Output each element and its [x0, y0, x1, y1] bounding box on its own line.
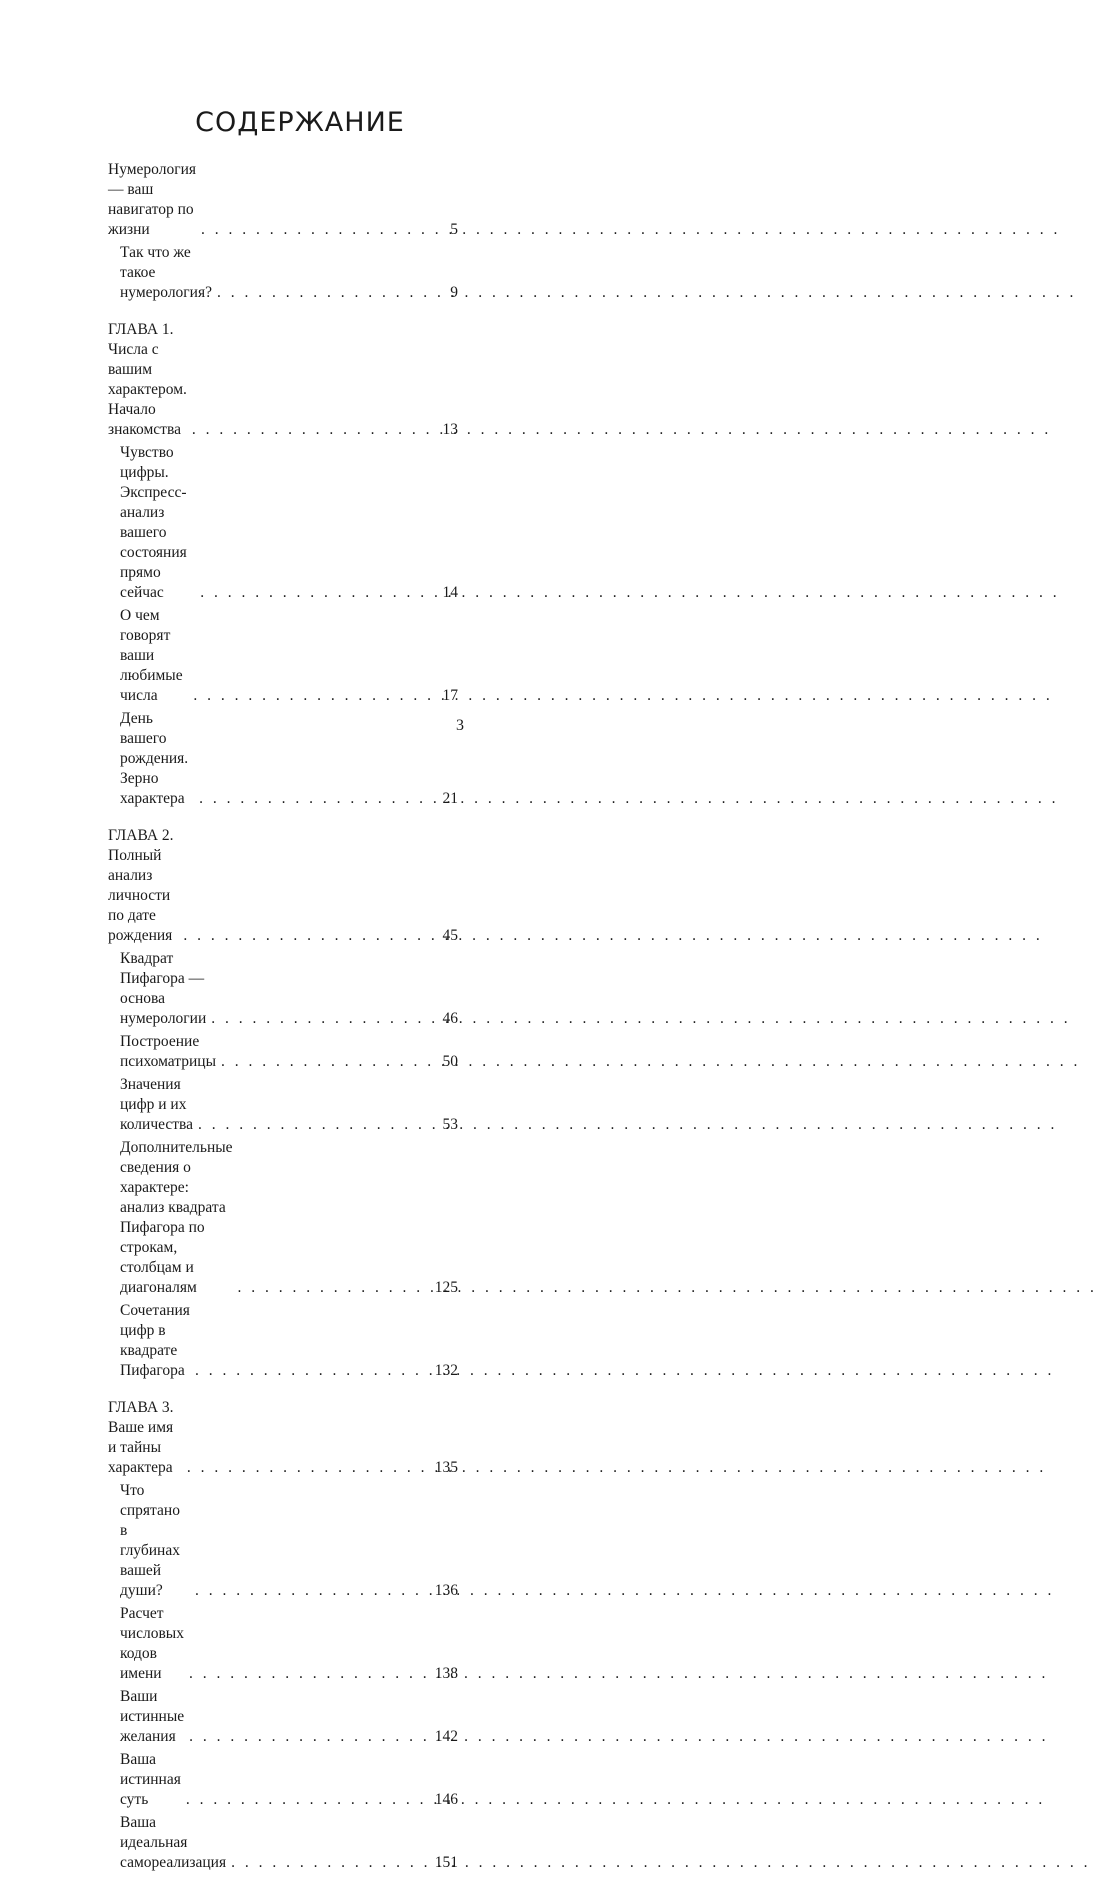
toc-entry-line: ГЛАВА 1. Числа с вашим характером.: [108, 321, 187, 398]
toc-entry-title: [120, 1032, 216, 1072]
toc-group: [108, 160, 458, 303]
toc-page-number: 13: [442, 421, 458, 438]
toc-entry-line: Так что же такое нумерология?: [120, 244, 212, 301]
toc-subentry[interactable]: [108, 606, 458, 706]
dot-leader: [186, 1790, 431, 1810]
toc-group: [108, 320, 458, 809]
toc-entry-line: Что спрятано в глубинах вашей души?: [120, 1482, 180, 1599]
dot-leader: [201, 220, 446, 240]
toc-subentry[interactable]: [108, 949, 458, 1029]
page-number: 3: [456, 717, 464, 734]
toc-subentry[interactable]: [108, 443, 458, 603]
toc-entry-title: [108, 826, 178, 946]
dot-leader: [195, 1361, 431, 1381]
toc-subentry[interactable]: [108, 1604, 458, 1684]
toc-entry[interactable]: [108, 1398, 458, 1478]
toc-entry-line: Начало знакомства: [108, 401, 181, 438]
toc-subentry[interactable]: [108, 1032, 458, 1072]
toc-page-number: 45: [442, 927, 458, 944]
toc-entry-line: по дате рождения: [108, 907, 173, 944]
toc-page-number: 135: [434, 1459, 458, 1476]
toc-subentry[interactable]: [108, 1481, 458, 1601]
toc-page-number: 125: [434, 1279, 458, 1296]
toc-subentry[interactable]: [108, 1075, 458, 1135]
dot-leader: [195, 1581, 431, 1601]
toc-page-number: 5: [450, 221, 458, 238]
toc-entry-title: [120, 1481, 190, 1601]
toc-entry-title: [120, 1750, 181, 1810]
toc-entry-title: [108, 320, 187, 440]
toc-page-number: 50: [442, 1053, 458, 1070]
toc-page-number: 132: [434, 1362, 458, 1379]
toc-entry[interactable]: [108, 160, 458, 240]
toc-entry-line: Расчет числовых кодов имени: [120, 1605, 184, 1682]
toc-page-number: 9: [450, 284, 458, 301]
toc-entry-line: Построение психоматрицы: [120, 1033, 216, 1070]
toc-entry-title: [120, 606, 188, 706]
toc-entry-title: [120, 1075, 193, 1135]
toc-subentry[interactable]: [108, 1138, 458, 1298]
toc-entry-title: [120, 1813, 226, 1873]
page-title: СОДЕРЖАНИЕ: [195, 107, 405, 138]
dot-leader: [200, 583, 438, 603]
toc-page-number: 138: [434, 1665, 458, 1682]
toc-entry-line: Ваша идеальная самореализация: [120, 1814, 227, 1871]
toc-entry-line: Значения цифр и их количества: [120, 1076, 194, 1133]
toc-page-number: 151: [434, 1854, 458, 1871]
toc-group: [108, 1398, 458, 1873]
dot-leader: [189, 1664, 431, 1684]
toc-entry-title: [120, 1138, 233, 1298]
toc-entry-title: [120, 1301, 190, 1381]
dot-leader: [211, 1009, 438, 1029]
toc-page-number: 17: [442, 687, 458, 704]
toc-entry-title: [108, 160, 196, 240]
dot-leader: [199, 789, 438, 809]
toc-entry-line: ГЛАВА 2. Полный анализ личности: [108, 827, 174, 904]
dot-leader: [189, 1727, 431, 1747]
dot-leader: [192, 420, 439, 440]
toc-entry-line: Чувство цифры. Экспресс-анализ вашего: [120, 444, 187, 541]
toc-entry-line: ГЛАВА 3. Ваше имя и тайны характера: [108, 1399, 174, 1476]
toc-entry-title: [120, 949, 206, 1029]
toc-entry-line: Сочетания цифр в квадрате Пифагора: [120, 1302, 190, 1379]
toc-entry-title: [120, 243, 212, 303]
toc-page-number: 142: [434, 1728, 458, 1745]
dot-leader: [183, 926, 438, 946]
toc-subentry[interactable]: [108, 1813, 458, 1873]
table-of-contents: [108, 160, 458, 1890]
toc-entry-line: Дополнительные сведения о характере:: [120, 1139, 233, 1196]
dot-leader: [193, 686, 438, 706]
toc-entry-title: [120, 1687, 184, 1747]
toc-entry-line: Нумерология — ваш навигатор по жизни: [108, 161, 196, 238]
dot-leader: [221, 1052, 439, 1072]
toc-entry-line: Ваша истинная суть: [120, 1751, 181, 1808]
toc-subentry[interactable]: [108, 1687, 458, 1747]
toc-subentry[interactable]: [108, 1750, 458, 1810]
toc-entry-line: столбцам и диагоналям: [120, 1259, 197, 1296]
toc-entry-title: [120, 1604, 184, 1684]
toc-subentry[interactable]: [108, 1301, 458, 1381]
toc-group: [108, 826, 458, 1381]
dot-leader: [231, 1853, 431, 1873]
toc-subentry[interactable]: [108, 709, 458, 809]
toc-page-number: 136: [434, 1582, 458, 1599]
dot-leader: [187, 1458, 431, 1478]
dot-leader: [238, 1278, 431, 1298]
toc-entry-title: [120, 443, 195, 603]
toc-entry[interactable]: [108, 826, 458, 946]
toc-entry-line: Квадрат Пифагора — основа нумерологии: [120, 950, 207, 1027]
toc-entry-line: Ваши истинные желания: [120, 1688, 185, 1745]
toc-entry-title: [120, 709, 194, 809]
toc-subentry[interactable]: [108, 243, 458, 303]
dot-leader: [217, 283, 446, 303]
toc-entry-title: [108, 1398, 182, 1478]
toc-entry-line: анализ квадрата Пифагора по строкам,: [120, 1199, 226, 1256]
toc-entry-line: День вашего рождения. Зерно характера: [120, 710, 189, 807]
toc-page-number: 21: [442, 790, 458, 807]
toc-page-number: 146: [434, 1791, 458, 1808]
toc-page-number: 53: [442, 1116, 458, 1133]
toc-entry-line: состояния прямо сейчас: [120, 544, 187, 601]
toc-page-number: 46: [442, 1010, 458, 1027]
toc-entry[interactable]: [108, 320, 458, 440]
toc-page-number: 14: [442, 584, 458, 601]
toc-entry-line: О чем говорят ваши любимые числа: [120, 607, 183, 704]
dot-leader: [198, 1115, 438, 1135]
